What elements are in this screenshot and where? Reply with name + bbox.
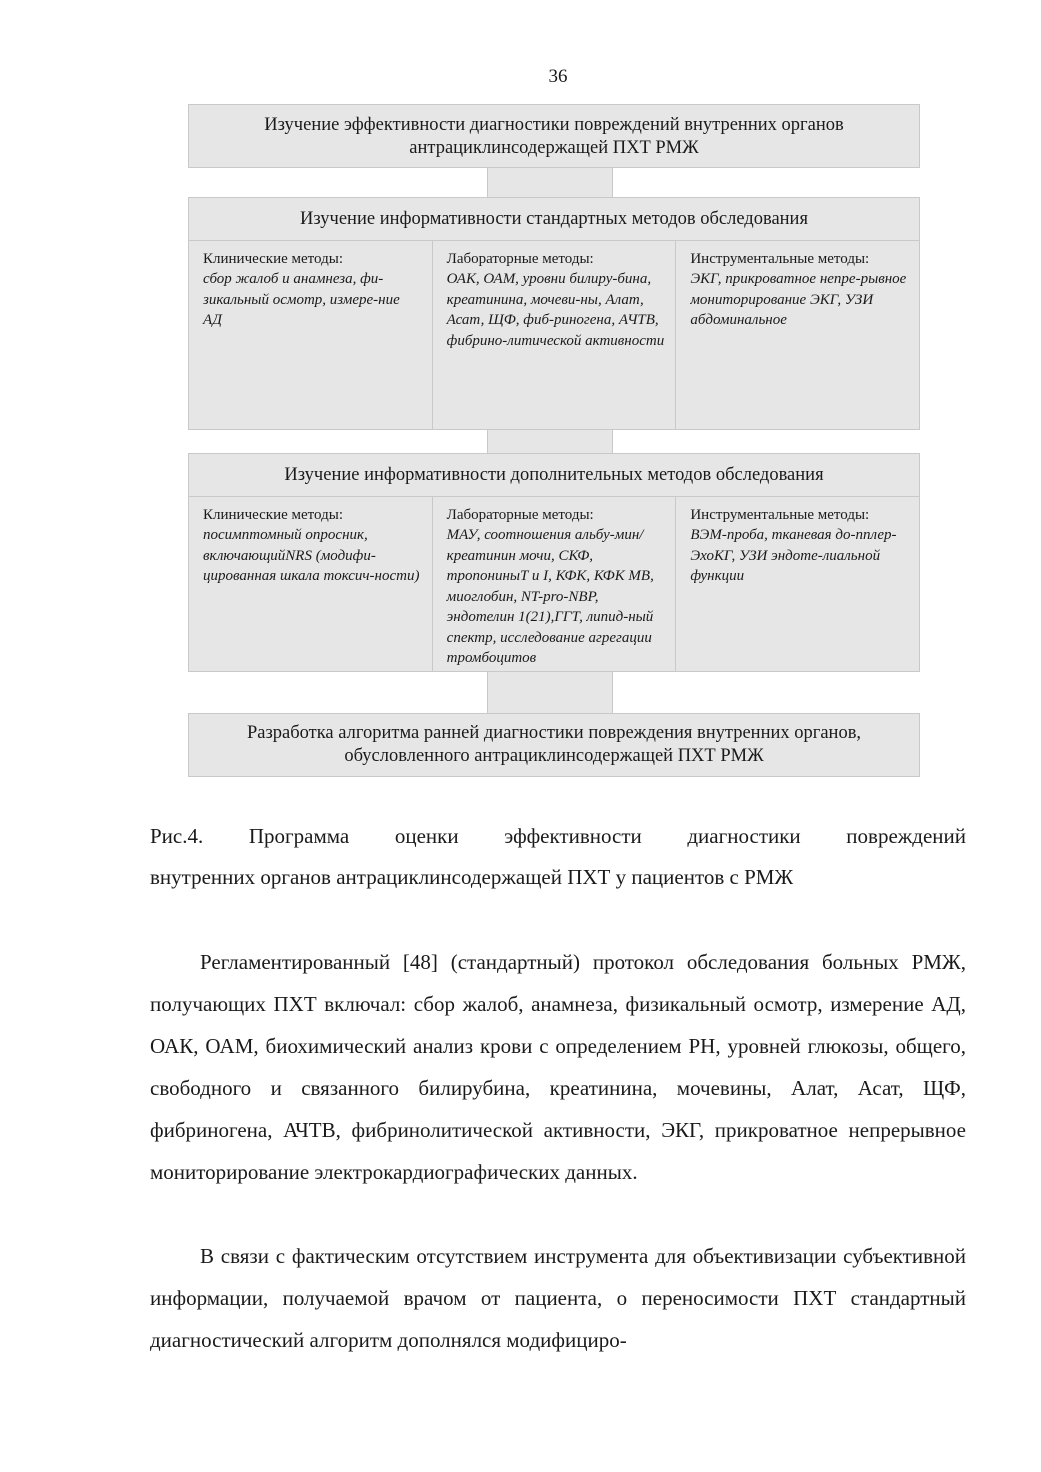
column-heading: Инструментальные методы: <box>690 507 870 523</box>
body-paragraph: В связи с фактическим отсутствием инструмента для объективизации субъективной информации, получаемой врачом от пациента, о переносимости ПХТ стандартный диагностический алгоритм дополнялся модифициро- <box>150 1244 966 1352</box>
column-heading: Лабораторные методы: <box>446 251 594 267</box>
standard-methods-box <box>188 197 920 430</box>
flowchart-connector <box>487 430 613 454</box>
standard-methods-columns <box>189 241 919 429</box>
flowchart-top-box <box>188 104 920 168</box>
caption-line-1: Рис.4. Программа оценки эффективности диагностики повреждений <box>150 824 966 848</box>
caption-line-2: внутренних органов антрациклинсодержащей ПХТ у пациентов с РМЖ <box>150 865 794 889</box>
column-heading: Клинические методы: <box>203 251 343 267</box>
additional-laboratory-column <box>433 497 677 671</box>
standard-instrumental-column <box>676 241 919 429</box>
column-body: ОАК, ОАМ, уровни билиру-бина, креатинина, мочеви-ны, Алат, Асат, ЩФ, фиб-риногена, АЧТВ, фибрино-литической активности <box>446 271 665 349</box>
bottom-box-text: Разработка алгоритма ранней диагностики повреждения внутренних органов, обусловленного антрациклинсодержащей ПХТ РМЖ <box>246 723 862 766</box>
column-body: ЭКГ, прикроватное непре-рывное мониторирование ЭКГ, УЗИ абдоминальное <box>690 271 907 328</box>
column-body: ВЭМ-проба, тканевая до-пплер-ЭхоКГ, УЗИ эндоте-лиальной функции <box>690 527 897 584</box>
figure-caption <box>150 816 966 898</box>
additional-instrumental-column <box>676 497 919 671</box>
column-heading: Инструментальные методы: <box>690 251 870 267</box>
body-paragraph: Регламентированный [48] (стандартный) протокол обследования больных РМЖ, получающих ПХТ включал: сбор жалоб, анамнеза, физикальный осмотр, измерение АД, ОАК, ОАМ, биохимический анализ крови с определением PH, уровней глюкозы, общего, свободного и связанного билирубина, креатинина, мочевины, Алат, Асат, ЩФ, фибриногена, АЧТВ, фибринолитической активности, ЭКГ, прикроватное непрерывное мониторирование электрокардиографических данных. <box>150 950 966 1184</box>
additional-methods-box <box>188 453 920 672</box>
top-box-text: Изучение эффективности диагностики повреждений внутренних органов антрациклинсодержащей ПХТ РМЖ <box>264 115 844 158</box>
page-number: 36 <box>548 66 568 87</box>
standard-laboratory-column <box>433 241 677 429</box>
column-heading: Лабораторные методы: <box>446 507 594 523</box>
column-body: МАУ, соотношения альбу-мин/креатинин мочи, СКФ, тропониныT и I, КФК, КФК МВ, миоглобин, NT-pro-NBP, эндотелин 1(21),ГГТ, липид-ный спектр, исследование агрегации тромбоцитов <box>446 527 654 666</box>
column-heading: Клинические методы: <box>203 507 343 523</box>
column-body: сбор жалоб и анамнеза, фи-зикальный осмотр, измере-ние АД <box>203 271 400 328</box>
standard-methods-title: Изучение информативности стандартных методов обследования <box>189 198 919 241</box>
flowchart-connector <box>487 672 613 714</box>
additional-methods-columns <box>189 497 919 671</box>
standard-clinical-column <box>189 241 433 429</box>
flowchart-connector <box>487 168 613 198</box>
additional-methods-title: Изучение информативности дополнительных методов обследования <box>189 454 919 497</box>
additional-clinical-column <box>189 497 433 671</box>
flowchart-bottom-box <box>188 713 920 777</box>
column-body: посимптомный опросник, включающийNRS (модифи-цированная шкала токсич-ности) <box>203 527 420 584</box>
